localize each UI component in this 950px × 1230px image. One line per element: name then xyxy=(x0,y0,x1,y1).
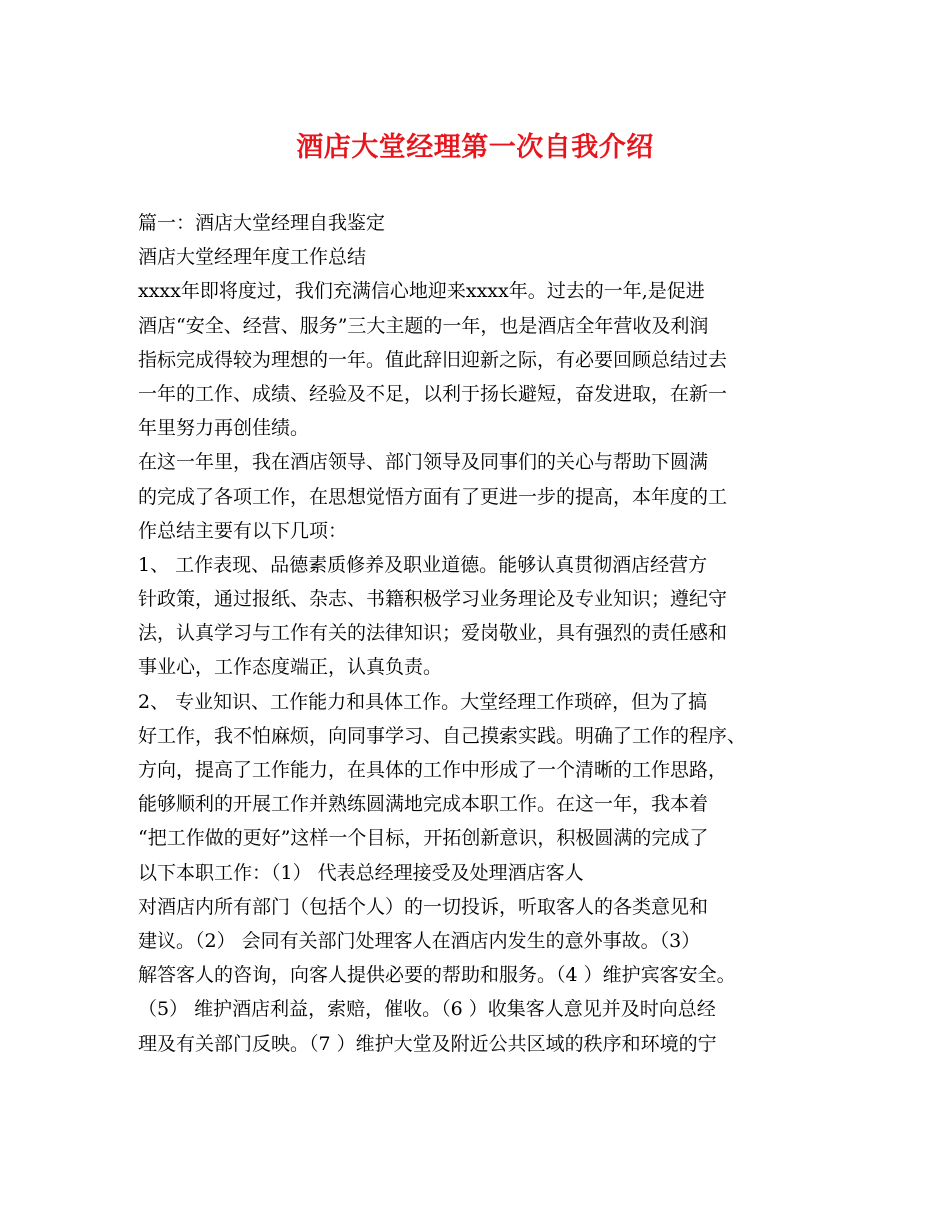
body-line: 篇一：酒店大堂经理自我鉴定 xyxy=(138,212,386,234)
body-line: 方向，提高了工作能力，在具体的工作中形成了一个清晰的工作思路， xyxy=(138,759,728,781)
body-line: xxxx年即将度过，我们充满信心地迎来xxxx年。过去的一年,是促进 xyxy=(138,280,705,303)
body-line: 在这一年里，我在酒店领导、部门领导及同事们的关心与帮助下圆满 xyxy=(138,451,709,474)
body-line: 事业心，工作态度端正，认真负责。 xyxy=(138,656,443,679)
body-line: 法，认真学习与工作有关的法律知识；爱岗敬业，具有强烈的责任感和 xyxy=(138,622,728,645)
body-line: （5） 维护酒店利益，索赔，催收。（6 ）收集客人意见并及时向总经 xyxy=(138,998,716,1021)
body-line: 指标完成得较为理想的一年。值此辞旧迎新之际，有必要回顾总结过去 xyxy=(138,348,728,371)
body-line: 以下本职工作：（1） 代表总经理接受及处理酒店客人 xyxy=(138,861,584,884)
body-line: 酒店“安全、经营、服务”三大主题的一年，也是酒店全年营收及利润 xyxy=(138,314,709,337)
body-line: 酒店大堂经理年度工作总结 xyxy=(138,246,367,269)
body-line: 好工作，我不怕麻烦，向同事学习、自己摸索实践。明确了工作的程序、 xyxy=(138,724,747,747)
body-line: 2、 专业知识、工作能力和具体工作。大堂经理工作琐碎，但为了搞 xyxy=(138,690,708,713)
body-line: “把工作做的更好”这样一个目标，开拓创新意识，积极圆满的完成了 xyxy=(138,827,709,850)
body-line: 针政策，通过报纸、杂志、书籍积极学习业务理论及专业知识；遵纪守 xyxy=(138,588,728,611)
body-line: 一年的工作、成绩、经验及不足，以利于扬长避短，奋发进取，在新一 xyxy=(138,382,728,405)
body-line: 理及有关部门反映。（7 ）维护大堂及附近公共区域的秩序和环境的宁 xyxy=(138,1032,717,1055)
body-line: 对酒店内所有部门（包括个人）的一切投诉，听取客人的各类意见和 xyxy=(138,895,709,918)
body-line: 建议。（2） 会同有关部门处理客人在酒店内发生的意外事故。（3） xyxy=(138,929,701,952)
body-line: 作总结主要有以下几项： xyxy=(138,519,348,542)
body-line: 1、 工作表现、品德素质修养及职业道德。能够认真贯彻酒店经营方 xyxy=(138,553,708,576)
document-title: 酒店大堂经理第一次自我介绍 xyxy=(296,132,654,163)
body-line: 年里努力再创佳绩。 xyxy=(138,417,310,440)
body-line: 能够顺利的开展工作并熟练圆满地完成本职工作。在这一年，我本着 xyxy=(138,793,709,816)
body-line: 解答客人的咨询，向客人提供必要的帮助和服务。（4 ）维护宾客安全。 xyxy=(138,964,736,987)
document-body xyxy=(138,206,838,1061)
body-line: 的完成了各项工作，在思想觉悟方面有了更进一步的提高，本年度的工 xyxy=(138,485,728,508)
